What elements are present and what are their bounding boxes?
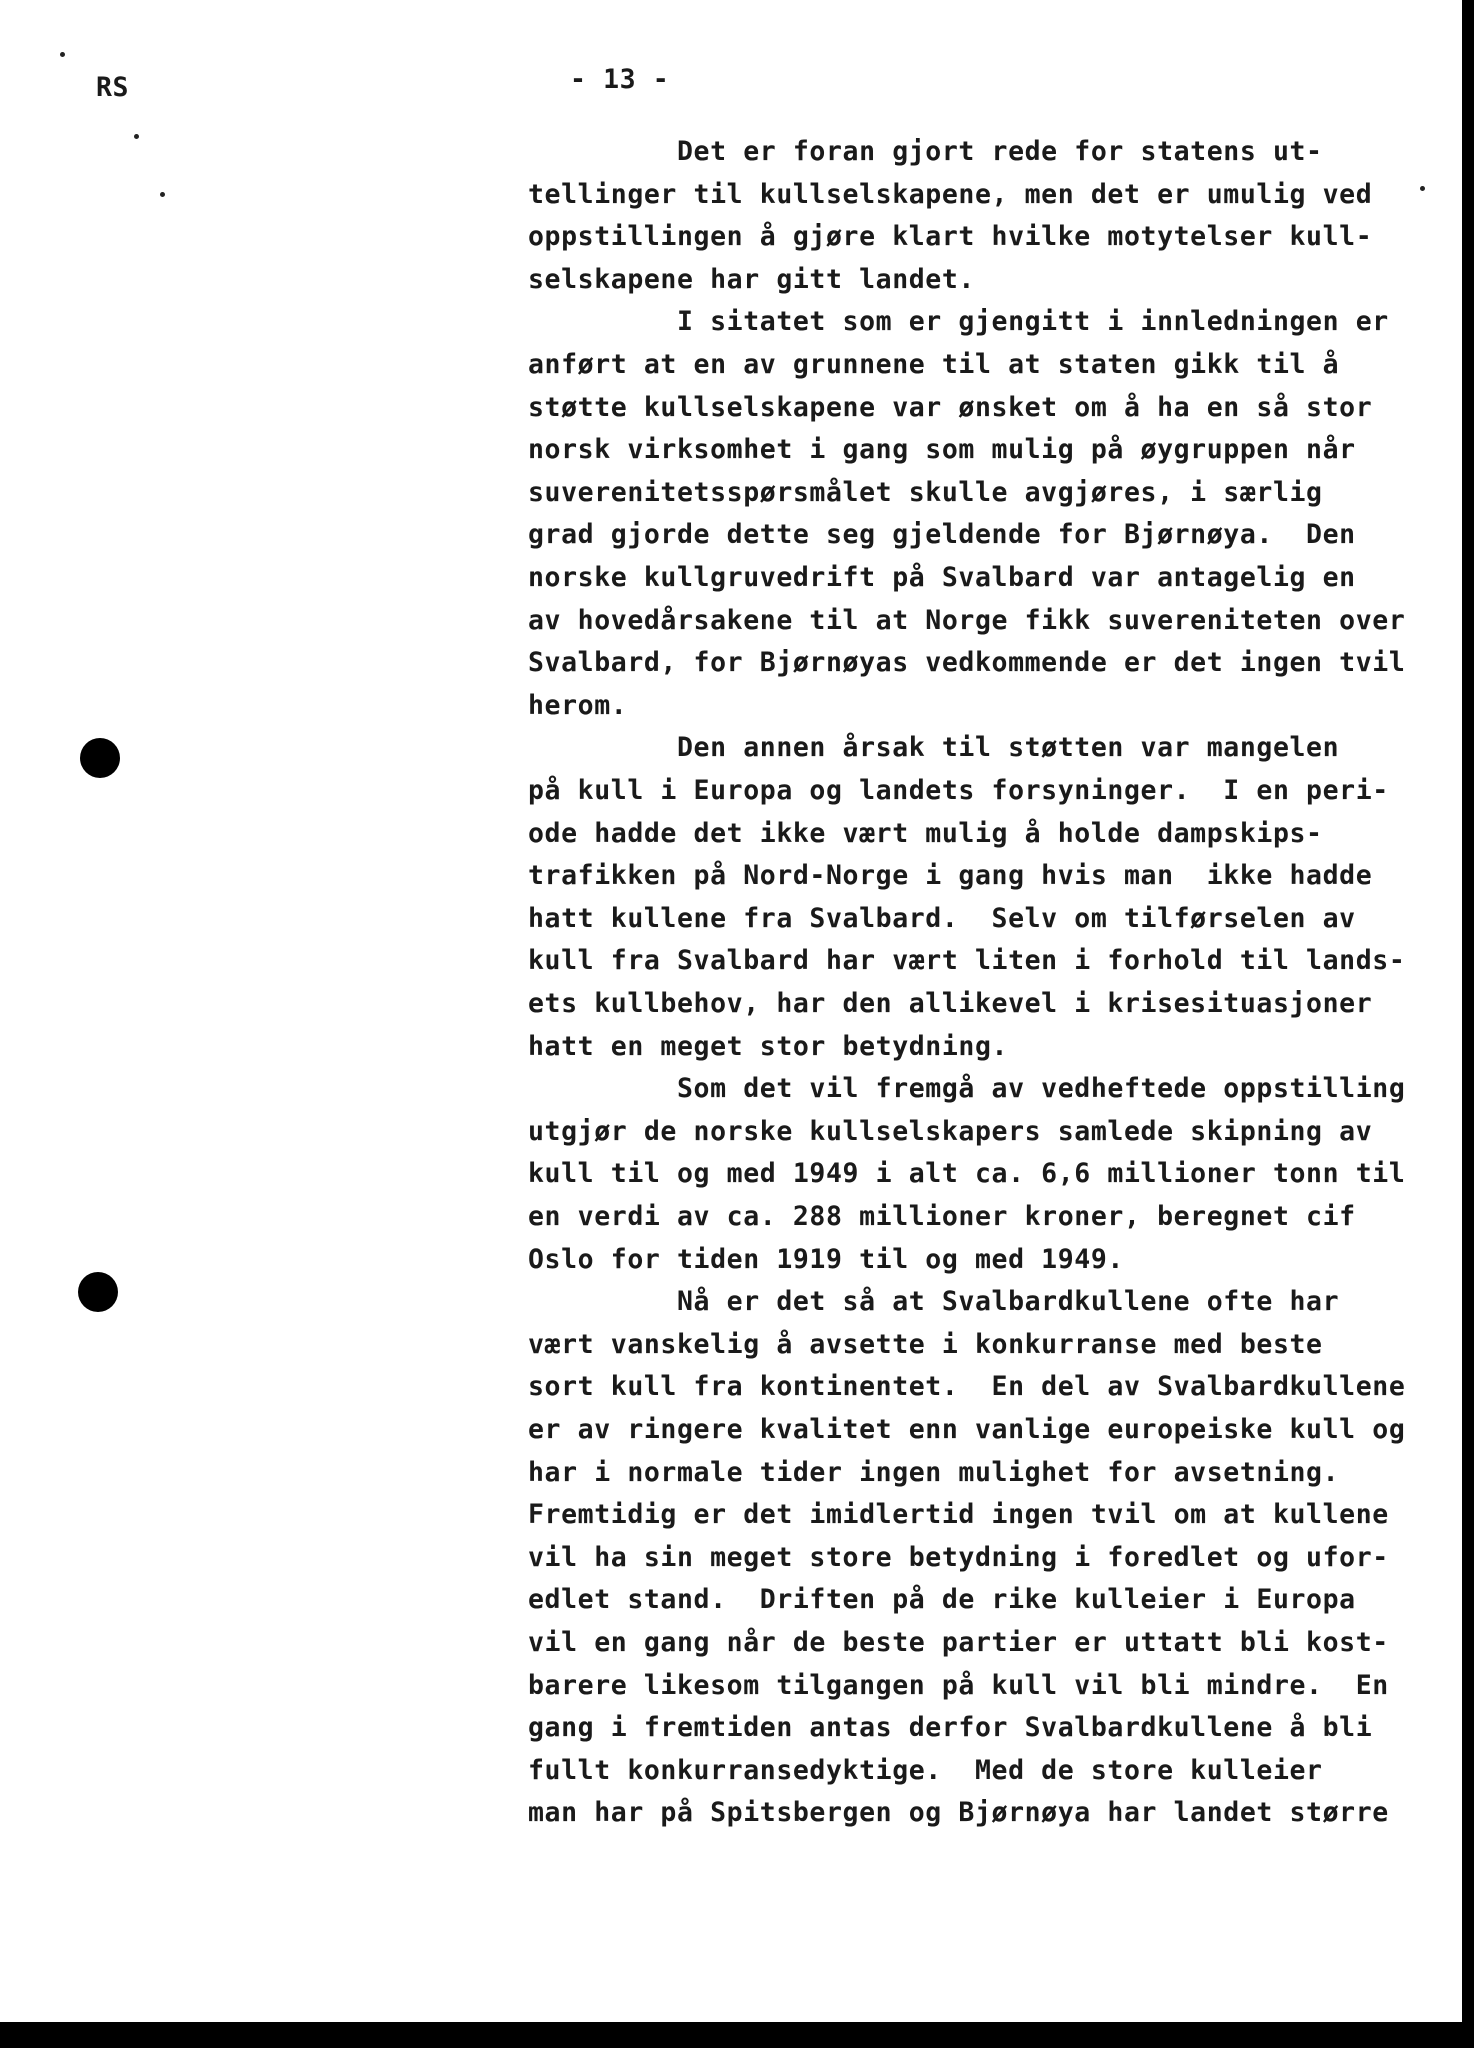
- text-line: vil ha sin meget store betydning i foredlet og ufor-: [528, 1541, 1389, 1573]
- paper-speck: [134, 134, 139, 139]
- text-line: ode hadde det ikke vært mulig å holde dampskips-: [528, 817, 1323, 849]
- text-line: suverenitetsspørsmålet skulle avgjøres, i særlig: [528, 476, 1323, 508]
- text-line: kull til og med 1949 i alt ca. 6,6 millioner tonn til: [528, 1158, 1406, 1190]
- text-line: man har på Spitsbergen og Bjørnøya har landet større: [528, 1797, 1389, 1829]
- text-line: herom.: [528, 689, 628, 721]
- text-line: I sitatet som er gjengitt i innledningen er: [528, 306, 1389, 338]
- text-line: tellinger til kullselskapene, men det er umulig ved: [528, 178, 1373, 210]
- scan-edge-bottom: [0, 2022, 1474, 2048]
- header-initials: RS: [96, 72, 130, 103]
- text-line: selskapene har gitt landet.: [528, 263, 975, 295]
- typewritten-body: [528, 136, 1428, 1829]
- scan-edge-right: [1462, 0, 1474, 2048]
- text-line: hatt en meget stor betydning.: [528, 1030, 1009, 1062]
- text-line: utgjør de norske kullselskapers samlede skipning av: [528, 1115, 1373, 1147]
- text-line: trafikken på Nord-Norge i gang hvis man ikke hadde: [528, 860, 1373, 892]
- text-line: edlet stand. Driften på de rike kulleier i Europa: [528, 1584, 1356, 1616]
- text-line: anført at en av grunnene til at staten gikk til å: [528, 349, 1340, 380]
- page-number: - 13 -: [570, 64, 670, 95]
- punch-hole-upper: [80, 738, 120, 778]
- text-line: gang i fremtiden antas derfor Svalbardkullene å bli: [528, 1712, 1373, 1744]
- paper-speck: [60, 52, 65, 57]
- text-line: kull fra Svalbard har vært liten i forhold til lands-: [528, 945, 1406, 977]
- text-line: Nå er det så at Svalbardkullene ofte har: [528, 1286, 1340, 1318]
- text-line: Den annen årsak til støtten var mangelen: [528, 732, 1340, 764]
- text-line: vil en gang når de beste partier er uttatt bli kost-: [528, 1627, 1389, 1658]
- text-line: vært vanskelig å avsette i konkurranse med beste: [528, 1328, 1323, 1360]
- text-line: Som det vil fremgå av vedheftede oppstilling: [528, 1073, 1406, 1105]
- text-line: en verdi av ca. 288 millioner kroner, beregnet cif: [528, 1201, 1356, 1232]
- text-line: fullt konkurransedyktige. Med de store kulleier: [528, 1754, 1323, 1786]
- text-line: på kull i Europa og landets forsyninger. I en peri-: [528, 775, 1389, 806]
- text-line: støtte kullselskapene var ønsket om å ha en så stor: [528, 391, 1373, 423]
- text-line: Svalbard, for Bjørnøyas vedkommende er det ingen tvil: [528, 647, 1406, 679]
- text-line: sort kull fra kontinentet. En del av Svalbardkullene: [528, 1371, 1406, 1403]
- text-line: Oslo for tiden 1919 til og med 1949.: [528, 1243, 1124, 1275]
- text-line: er av ringere kvalitet enn vanlige europeiske kull og: [528, 1414, 1406, 1445]
- text-line: ets kullbehov, har den allikevel i krisesituasjoner: [528, 988, 1373, 1019]
- text-line: Det er foran gjort rede for statens ut-: [528, 136, 1323, 167]
- punch-hole-lower: [78, 1272, 118, 1312]
- text-line: norske kullgruvedrift på Svalbard var antagelig en: [528, 562, 1356, 593]
- text-line: grad gjorde dette seg gjeldende for Bjørnøya. Den: [528, 519, 1356, 551]
- paper-speck: [160, 192, 165, 197]
- text-line: har i normale tider ingen mulighet for avsetning.: [528, 1456, 1340, 1488]
- text-line: Fremtidig er det imidlertid ingen tvil om at kullene: [528, 1499, 1389, 1531]
- text-line: barere likesom tilgangen på kull vil bli mindre. En: [528, 1669, 1389, 1701]
- text-line: hatt kullene fra Svalbard. Selv om tilførselen av: [528, 902, 1356, 934]
- text-line: norsk virksomhet i gang som mulig på øygruppen når: [528, 434, 1356, 466]
- text-line: av hovedårsakene til at Norge fikk suvereniteten over: [528, 604, 1406, 636]
- text-line: oppstillingen å gjøre klart hvilke motytelser kull-: [528, 221, 1373, 253]
